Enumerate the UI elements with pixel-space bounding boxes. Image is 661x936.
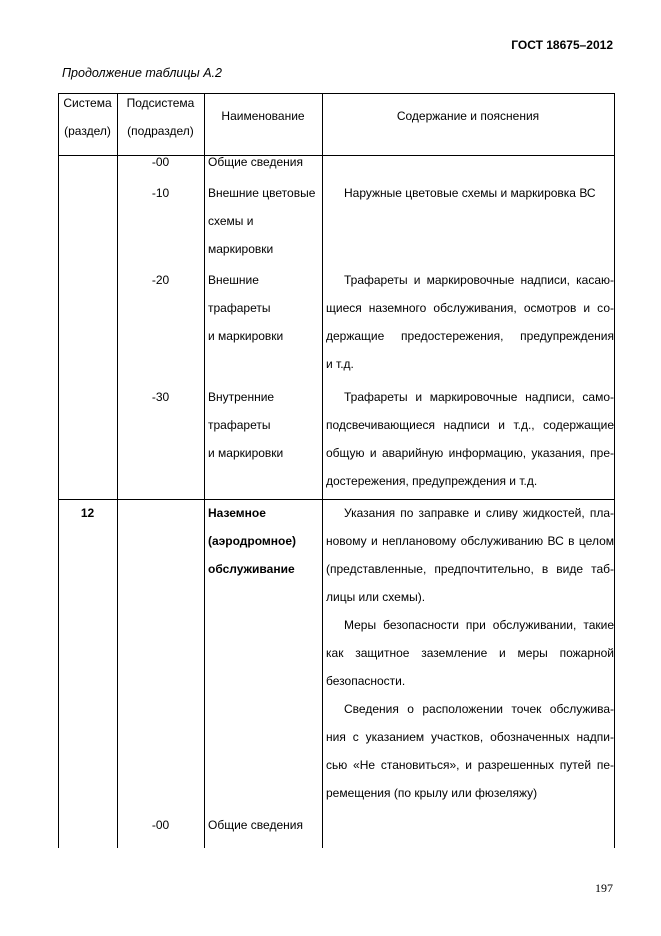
col-border-2 — [204, 93, 205, 848]
system-code: 12 — [80, 506, 95, 520]
subsystem-code: -00 — [151, 818, 170, 832]
standard-number: ГОСТ 18675–2012 — [511, 38, 613, 52]
col-header-content: Содержание и пояснения — [396, 109, 540, 123]
table-caption: Продолжение таблицы А.2 — [62, 66, 222, 80]
row-name: Общие сведения — [208, 818, 303, 832]
row-content: Наружные цветовые схемы и маркировка ВС — [344, 186, 596, 200]
subsystem-code: -30 — [151, 390, 170, 404]
col-border-left — [58, 93, 59, 848]
subsystem-code: -20 — [151, 273, 170, 287]
col-header-name: Наименование — [221, 109, 305, 123]
section-content: Указания по заправке и сливу жидкостей, пла- новому и неплановому обслуживанию ВС в целом (представленные, предпочтительно, в виде таб- лицы или схемы). Меры безопасности при обслуживании, такие как защитное заземление и меры пожарной безопасности. Сведения о расположении точек обслужива- ния с указанием участков, обозначенных надпи- сью «Не становиться», и разрешенных путей пе- ремещения (по крылу или фюзеляжу) — [326, 506, 614, 800]
subsystem-code: -10 — [151, 186, 170, 200]
section-name: Наземное (аэродромное) обслуживание — [208, 506, 297, 576]
page-number: 197 — [595, 881, 613, 895]
col-header-system: Система (раздел) — [63, 96, 112, 138]
row-name: Общие сведения — [208, 155, 303, 169]
row-content: Трафареты и маркировочные надписи, касаю- щиеся наземного обслуживания, осмотров и со- держащие предостережения, предупреждения и т.д. — [326, 273, 614, 371]
row-name: Внешние трафареты и маркировки — [208, 273, 284, 343]
col-border-3 — [322, 93, 323, 848]
subsystem-code: -00 — [151, 155, 170, 169]
row-name: Внешние цветовые схемы и маркировки — [208, 186, 316, 256]
row-content: Трафареты и маркировочные надписи, само- подсвечивающиеся надписи и т.д., содержащие общую и аварийную информацию, указания, пре- достережения, предупреждения и т.д. — [326, 390, 614, 488]
col-border-right — [614, 93, 615, 848]
row-name: Внутренние трафареты и маркировки — [208, 390, 284, 460]
col-header-subsystem: Подсистема (подраздел) — [126, 96, 195, 138]
